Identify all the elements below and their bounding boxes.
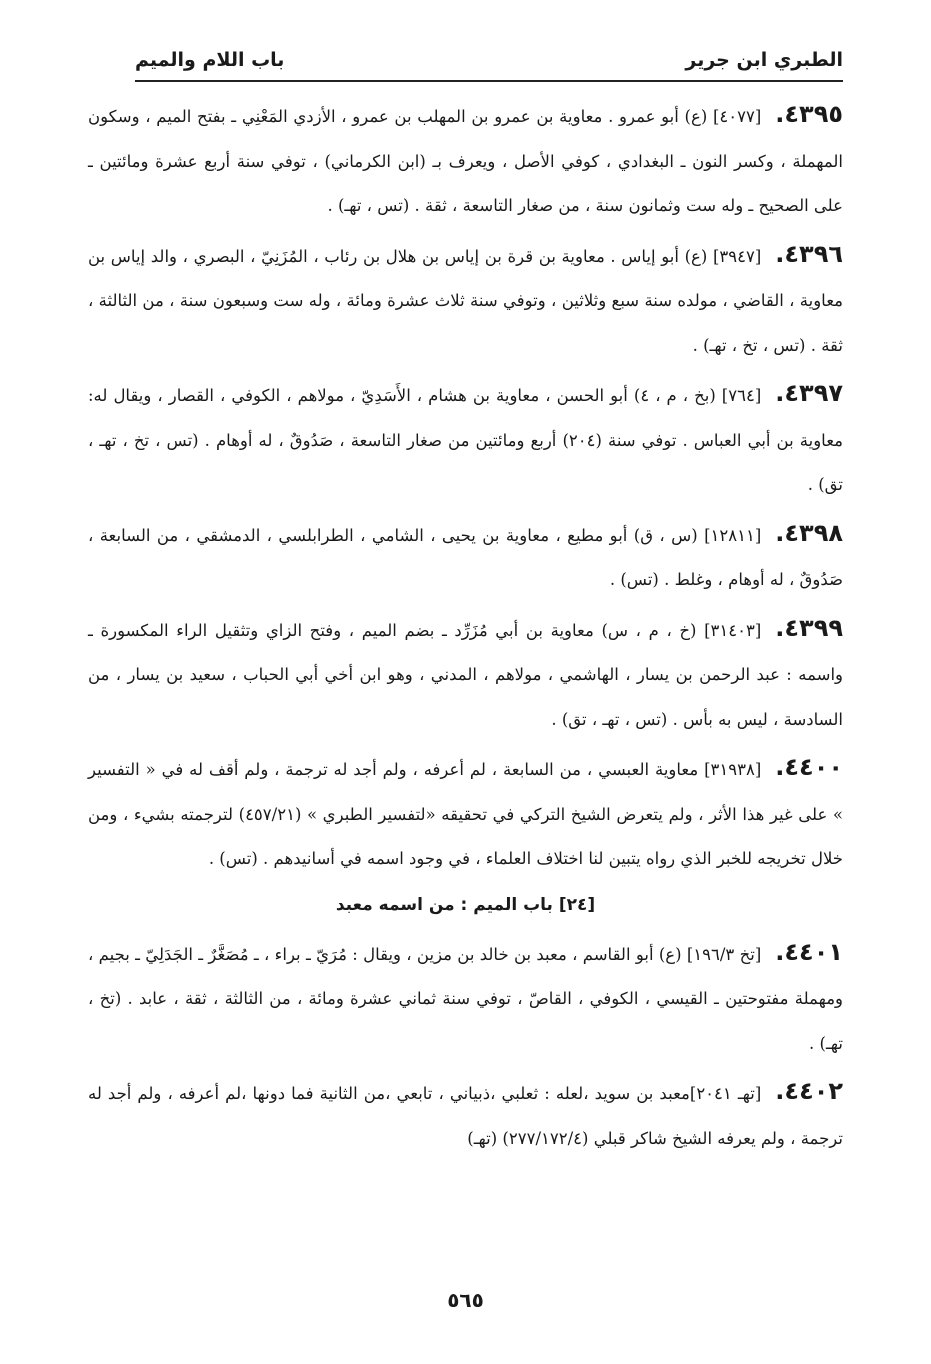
entry-4401 — [88, 930, 843, 1067]
entry-4400 — [88, 745, 843, 882]
section-heading: [٢٤] باب الميم : من اسمه معبد — [335, 894, 596, 915]
entry-text: [١٢٨١١] (س ، ق) أبو مطيع ، معاوية بن يحيى ، الشامي ، الطرابلسي ، الدمشقي ، من السابعة ، صَدُوقٌ ، له أوهام ، وغلط . (تس) . — [88, 525, 843, 589]
entry-4397 — [88, 371, 843, 508]
entry-text: [٤٠٧٧] (ع) أبو عمرو . معاوية بن عمرو بن المهلب بن عمرو ، الأزدي المَعْنِي ـ بفتح الميم ، وسكون المهملة ، وكسر النون ـ البغدادي ، كوفي الأصل ، ويعرف بـ (ابن الكرماني) ، توفي سنة أربع عشرة ومائتين ـ على الصحيح ـ وله ست وثمانون سنة ، من صغار التاسعة ، ثقة . (تس ، تهـ) . — [88, 107, 843, 215]
running-header — [135, 40, 843, 82]
header-book-title: الطبري ابن جرير — [685, 49, 843, 71]
header-chapter-title: باب اللام والميم — [135, 49, 285, 71]
page-body — [88, 92, 843, 1164]
page-number: ٥٦٥ — [447, 1288, 484, 1312]
entry-4402 — [88, 1069, 843, 1161]
entry-text: [٣١٩٣٨] معاوية العبسي ، من السابعة ، لم أعرفه ، ولم أجد له ترجمة ، ولم أقف له في « التفسير » على غير هذا الأثر ، ولم يتعرض الشيخ التركي في تحقيقه «لتفسير الطبري » (٤٥٧/٢١) لترجمته بشيء ، ومن خلال تخريجه للخبر الذي رواه يتبين لنا اختلاف العلماء ، في وجود اسمه في أسانيدهم . (تس) . — [88, 760, 844, 868]
entry-4399 — [88, 606, 843, 743]
entry-number: ٤٤٠٠. — [775, 753, 843, 781]
entry-number: ٤٤٠٢. — [775, 1077, 844, 1105]
entry-4398 — [88, 511, 843, 603]
entry-number: ٤٣٩٧. — [775, 379, 843, 407]
entry-text: [٣١٤٠٣] (خ ، م ، س) معاوية بن أبي مُزَرِّد ـ بضم الميم ، وفتح الزاي وتثقيل الراء المكسورة ـ واسمه : عبد الرحمن بن يسار ، الهاشمي ، مولاهم ، المدني ، وهو ابن أخي أبي الحباب ، سعيد بن يسار ، من السادسة ، ليس به بأس . (تس ، تهـ ، تق) . — [88, 620, 843, 729]
entry-number: ٤٣٩٨. — [775, 518, 843, 547]
entry-4396 — [88, 232, 843, 369]
entry-4395 — [88, 92, 843, 229]
entry-text: [٣٩٤٧] (ع) أبو إياس . معاوية بن قرة بن إياس بن هلال بن رئاب ، المُزَنِيّ ، البصري ، والد إياس بن معاوية ، القاضي ، مولده سنة سبع وثلاثين ، وتوفي سنة ثلاث عشرة ومائة ، وله ست وسبعون سنة ، من الثالثة ، ثقة . (تس ، تخ ، تهـ) . — [88, 246, 843, 355]
entry-number: ٤٤٠١. — [775, 937, 843, 966]
entry-text: [تهـ ٢٠٤١]معبد بن سويد ،لعله : ثعلبي ،ذبياني ، تابعي ،من الثانية فما دونها ،لم أعرفه ، ولم أجد له ترجمة ، ولم يعرفه الشيخ شاكر قبلي (٢٧٧/١٧٢/٤) (تهـ) — [88, 1084, 843, 1148]
entry-number: ٤٣٩٦. — [775, 239, 843, 268]
entry-number: ٤٣٩٩. — [775, 613, 843, 642]
entry-text: [٧٦٤] (بخ ، م ، ٤) أبو الحسن ، معاوية بن هشام ، الأَسَدِيّ ، مولاهم ، الكوفي ، القصار ، ويقال له: معاوية بن أبي العباس . توفي سنة (٢٠٤) أربع ومائتين من صغار التاسعة ، صَدُوقٌ ، له أوهام . (تس ، تخ ، تهـ ، تق) . — [88, 386, 843, 494]
entry-text: [تخ ١٩٦/٣] (ع) أبو القاسم ، معبد بن خالد بن مزين ، ويقال : مُرَيّ ـ براء ، ـ مُصَغَّرٌ ـ الجَدَلِيّ ـ بجيم ، ومهملة مفتوحتين ـ القيسي ، الكوفي ، القاصّ ، توفي سنة ثماني عشرة ومائة ، من الثالثة ، ثقة ، عابد . (تخ ، تهـ) . — [88, 944, 843, 1053]
entry-number: ٤٣٩٥. — [775, 100, 843, 128]
